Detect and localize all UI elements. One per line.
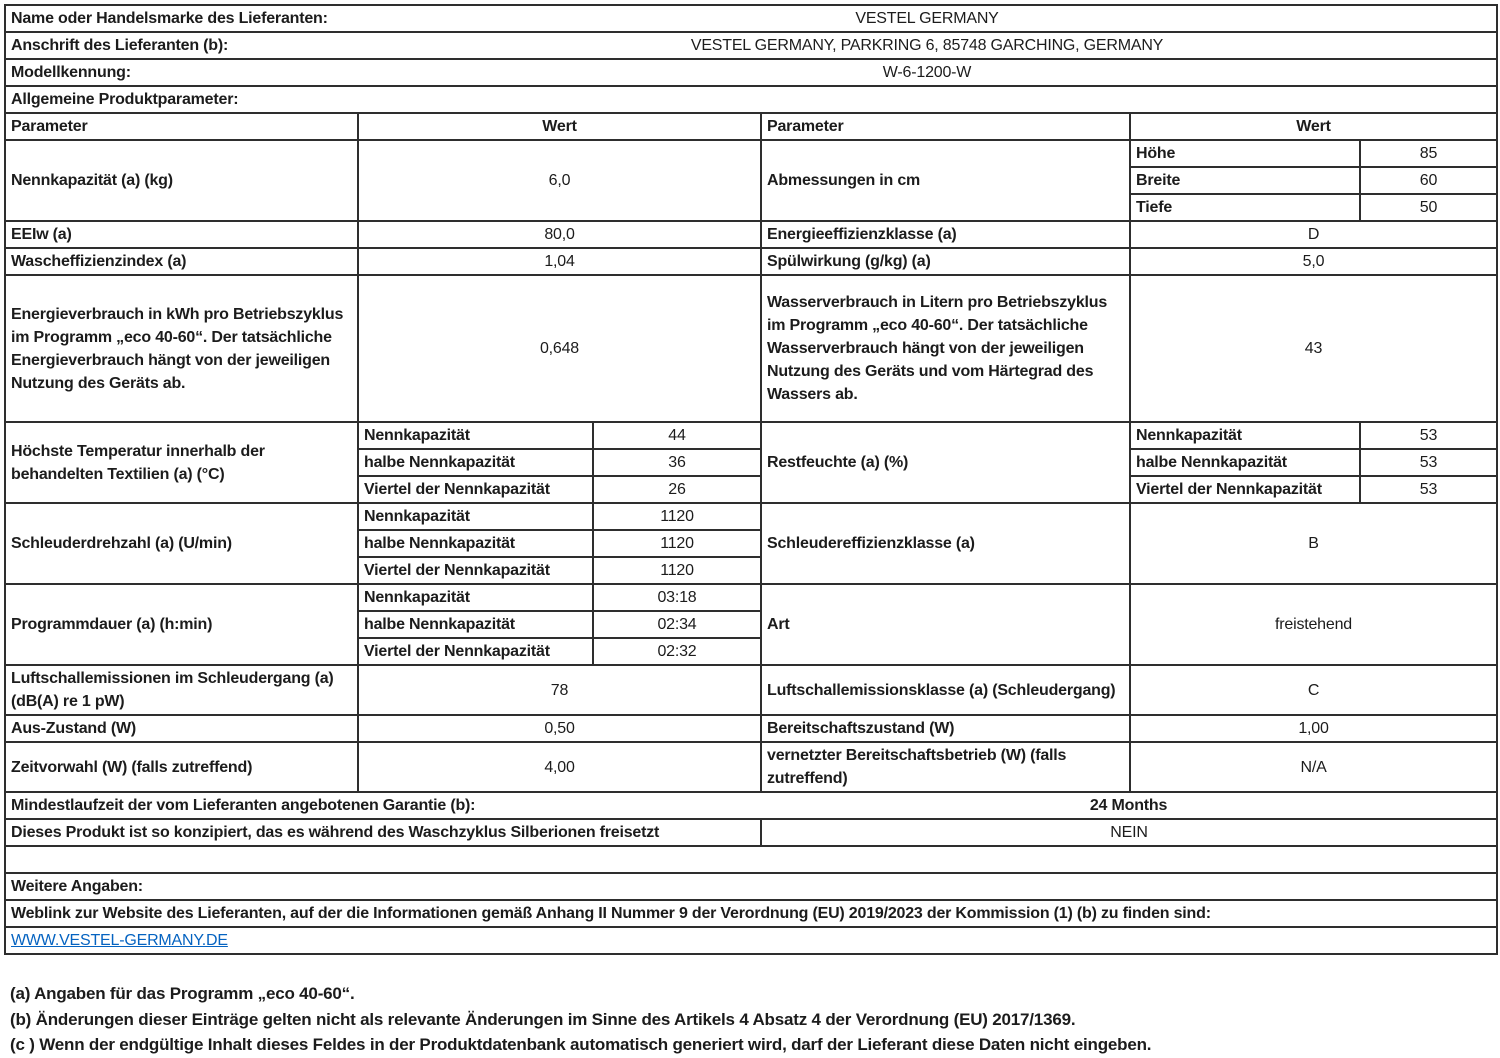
wash-index-value: 1,04	[358, 248, 761, 275]
energy-class-value: D	[1130, 221, 1497, 248]
model-id-label: Modellkennung:	[5, 59, 358, 86]
spin-speed-quarter-value: 1120	[593, 557, 761, 584]
energy-consumption-value: 0,648	[358, 275, 761, 422]
rinse-label: Spülwirkung (g/kg) (a)	[761, 248, 1130, 275]
max-temp-quarter-label: Viertel der Nennkapazität	[358, 476, 593, 503]
silver-ions-label: Dieses Produkt ist so konzipiert, das es während des Waschzyklus Silberionen freisetzt	[5, 819, 761, 846]
warranty-label: Mindestlaufzeit der vom Lieferanten angebotenen Garantie (b):	[5, 792, 761, 819]
noise-label: Luftschallemissionen im Schleudergang (a) (dB(A) re 1 pW)	[5, 665, 358, 715]
footnote-b: (b) Änderungen dieser Einträge gelten nicht als relevante Änderungen im Sinne des Artikels 4 Absatz 4 der Verordnung (EU) 2017/1369.	[10, 1009, 1076, 1029]
max-temp-label: Höchste Temperatur innerhalb der behandelten Textilien (a) (°C)	[5, 422, 358, 503]
dimension-height-label: Höhe	[1130, 140, 1360, 167]
residual-moisture-half-label: halbe Nennkapazität	[1130, 449, 1360, 476]
delay-start-label: Zeitvorwahl (W) (falls zutreffend)	[5, 742, 358, 792]
standby-value: 1,00	[1130, 715, 1497, 742]
max-temp-half-label: halbe Nennkapazität	[358, 449, 593, 476]
model-id-value: W-6-1200-W	[358, 59, 1497, 86]
header-wert-left: Wert	[358, 113, 761, 140]
noise-class-label: Luftschallemissionsklasse (a) (Schleudergang)	[761, 665, 1130, 715]
rinse-value: 5,0	[1130, 248, 1497, 275]
residual-moisture-rated-label: Nennkapazität	[1130, 422, 1360, 449]
supplier-address-label: Anschrift des Lieferanten (b):	[5, 32, 358, 59]
spacer-row	[5, 846, 1497, 873]
max-temp-quarter-value: 26	[593, 476, 761, 503]
spin-class-label: Schleudereffizienzklasse (a)	[761, 503, 1130, 584]
wash-index-label: Wascheffizienzindex (a)	[5, 248, 358, 275]
supplier-name-label: Name oder Handelsmarke des Lieferanten:	[5, 5, 358, 32]
residual-moisture-quarter-value: 53	[1360, 476, 1497, 503]
water-consumption-label: Wasserverbrauch in Litern pro Betriebszyklus im Programm „eco 40-60“. Der tatsächliche Wasserverbrauch hängt von der jeweiligen Nutzung des Geräts und vom Härtegrad des Wassers ab.	[761, 275, 1130, 422]
spin-speed-half-value: 1120	[593, 530, 761, 557]
water-consumption-value: 43	[1130, 275, 1497, 422]
weblink-cell	[5, 927, 1497, 954]
capacity-value: 6,0	[358, 140, 761, 221]
residual-moisture-rated-value: 53	[1360, 422, 1497, 449]
duration-quarter-label: Viertel der Nennkapazität	[358, 638, 593, 665]
footnotes	[10, 981, 1496, 1058]
supplier-address-value: VESTEL GERMANY, PARKRING 6, 85748 GARCHING, GERMANY	[358, 32, 1497, 59]
header-wert-right: Wert	[1130, 113, 1497, 140]
spin-speed-half-label: halbe Nennkapazität	[358, 530, 593, 557]
off-mode-label: Aus-Zustand (W)	[5, 715, 358, 742]
dimension-height-value: 85	[1360, 140, 1497, 167]
supplier-name-value: VESTEL GERMANY	[358, 5, 1497, 32]
duration-rated-label: Nennkapazität	[358, 584, 593, 611]
energy-class-label: Energieeffizienzklasse (a)	[761, 221, 1130, 248]
supplier-website-link[interactable]: WWW.VESTEL-GERMANY.DE	[11, 932, 228, 949]
dimension-width-label: Breite	[1130, 167, 1360, 194]
section-title: Allgemeine Produktparameter:	[5, 86, 1497, 113]
silver-ions-value: NEIN	[761, 819, 1497, 846]
max-temp-rated-value: 44	[593, 422, 761, 449]
duration-rated-value: 03:18	[593, 584, 761, 611]
noise-value: 78	[358, 665, 761, 715]
datasheet-table	[4, 4, 1498, 955]
weblink-description: Weblink zur Website des Lieferanten, auf der die Informationen gemäß Anhang II Nummer 9 der Verordnung (EU) 2019/2023 der Kommission (1) (b) zu finden sind:	[5, 900, 1497, 927]
networked-standby-value: N/A	[1130, 742, 1497, 792]
eeiw-value: 80,0	[358, 221, 761, 248]
header-parameter-right: Parameter	[761, 113, 1130, 140]
capacity-label: Nennkapazität (a) (kg)	[5, 140, 358, 221]
duration-half-value: 02:34	[593, 611, 761, 638]
dimension-width-value: 60	[1360, 167, 1497, 194]
off-mode-value: 0,50	[358, 715, 761, 742]
residual-moisture-half-value: 53	[1360, 449, 1497, 476]
standby-label: Bereitschaftszustand (W)	[761, 715, 1130, 742]
duration-label: Programmdauer (a) (h:min)	[5, 584, 358, 665]
residual-moisture-quarter-label: Viertel der Nennkapazität	[1130, 476, 1360, 503]
max-temp-rated-label: Nennkapazität	[358, 422, 593, 449]
spin-speed-rated-value: 1120	[593, 503, 761, 530]
footnote-a: (a) Angaben für das Programm „eco 40-60“.	[10, 984, 355, 1003]
duration-half-label: halbe Nennkapazität	[358, 611, 593, 638]
footnote-c: (c ) Wenn der endgültige Inhalt dieses Feldes in der Produktdatenbank automatisch generiert wird, darf der Lieferant diese Daten nicht eingeben.	[10, 1035, 1152, 1054]
dimension-depth-value: 50	[1360, 194, 1497, 221]
noise-class-value: C	[1130, 665, 1497, 715]
networked-standby-label: vernetzter Bereitschaftsbetrieb (W) (falls zutreffend)	[761, 742, 1130, 792]
header-parameter-left: Parameter	[5, 113, 358, 140]
energy-consumption-label: Energieverbrauch in kWh pro Betriebszyklus im Programm „eco 40-60“. Der tatsächliche Energieverbrauch hängt von der jeweiligen Nutzung des Geräts ab.	[5, 275, 358, 422]
dimensions-label: Abmessungen in cm	[761, 140, 1130, 221]
more-info-title: Weitere Angaben:	[5, 873, 1497, 900]
spin-speed-label: Schleuderdrehzahl (a) (U/min)	[5, 503, 358, 584]
spin-speed-rated-label: Nennkapazität	[358, 503, 593, 530]
type-label: Art	[761, 584, 1130, 665]
eeiw-label: EEIw (a)	[5, 221, 358, 248]
type-value: freistehend	[1130, 584, 1497, 665]
warranty-value: 24 Months	[761, 792, 1497, 819]
delay-start-value: 4,00	[358, 742, 761, 792]
duration-quarter-value: 02:32	[593, 638, 761, 665]
dimension-depth-label: Tiefe	[1130, 194, 1360, 221]
max-temp-half-value: 36	[593, 449, 761, 476]
spin-speed-quarter-label: Viertel der Nennkapazität	[358, 557, 593, 584]
spin-class-value: B	[1130, 503, 1497, 584]
residual-moisture-label: Restfeuchte (a) (%)	[761, 422, 1130, 503]
